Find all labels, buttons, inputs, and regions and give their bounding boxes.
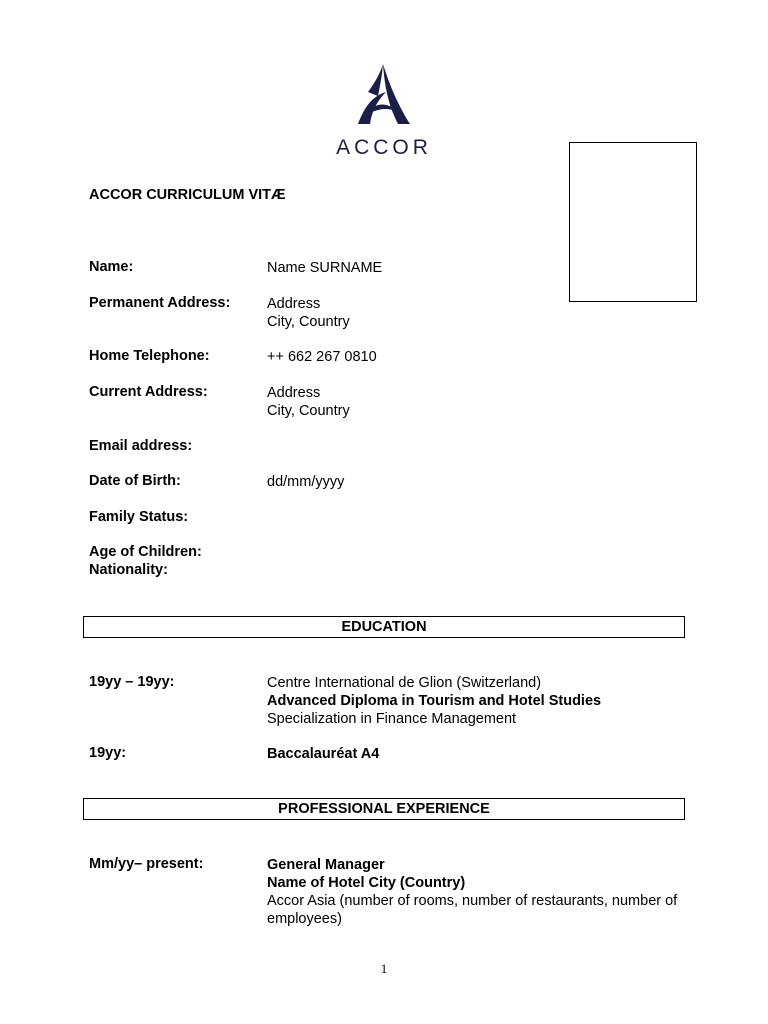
page-number: 1 — [380, 961, 388, 976]
current-address-value — [267, 384, 350, 420]
home-telephone-label: Home Telephone: — [89, 348, 210, 364]
accor-logo-icon — [328, 62, 440, 132]
accor-logo — [328, 62, 440, 158]
education-period: 19yy – 19yy: — [89, 674, 175, 690]
permanent-address-label: Permanent Address: — [89, 295, 231, 311]
home-telephone-value: ++ 662 267 0810 — [267, 349, 377, 365]
date-of-birth-value: dd/mm/yyyy — [267, 474, 345, 490]
experience-heading: PROFESSIONAL EXPERIENCE — [83, 798, 685, 820]
education-entry — [267, 674, 601, 728]
job-description: Accor Asia (number of rooms, number of restaurants, number of employees) — [267, 893, 678, 927]
permanent-address-line: Address — [267, 296, 321, 312]
specialization: Specialization in Finance Management — [267, 711, 517, 727]
family-status-label: Family Status: — [89, 509, 189, 525]
date-of-birth-label: Date of Birth: — [89, 473, 181, 489]
experience-entry — [267, 856, 687, 928]
education-degree: Baccalauréat A4 — [267, 746, 380, 762]
diploma-name: Advanced Diploma in Tourism and Hotel Studies — [267, 693, 602, 709]
current-address-city: City, Country — [267, 403, 350, 419]
experience-period: Mm/yy– present: — [89, 856, 204, 872]
accor-wordmark: ACCOR — [336, 136, 432, 159]
document-title: ACCOR CURRICULUM VITÆ — [89, 187, 286, 203]
age-of-children-label: Age of Children: — [89, 544, 202, 560]
name-value: Name SURNAME — [267, 260, 383, 276]
job-position: General Manager — [267, 857, 385, 873]
school-name: Centre International de Glion (Switzerland) — [267, 675, 542, 691]
current-address-line: Address — [267, 385, 321, 401]
current-address-label: Current Address: — [89, 384, 208, 400]
permanent-address-city: City, Country — [267, 314, 350, 330]
permanent-address-value — [267, 295, 350, 331]
hotel-name: Name of Hotel City (Country) — [267, 875, 466, 891]
education-heading: EDUCATION — [83, 616, 685, 638]
email-label: Email address: — [89, 438, 193, 454]
photo-placeholder — [569, 142, 697, 302]
name-label: Name: — [89, 259, 134, 275]
education-period: 19yy: — [89, 745, 127, 761]
nationality-label: Nationality: — [89, 562, 168, 578]
